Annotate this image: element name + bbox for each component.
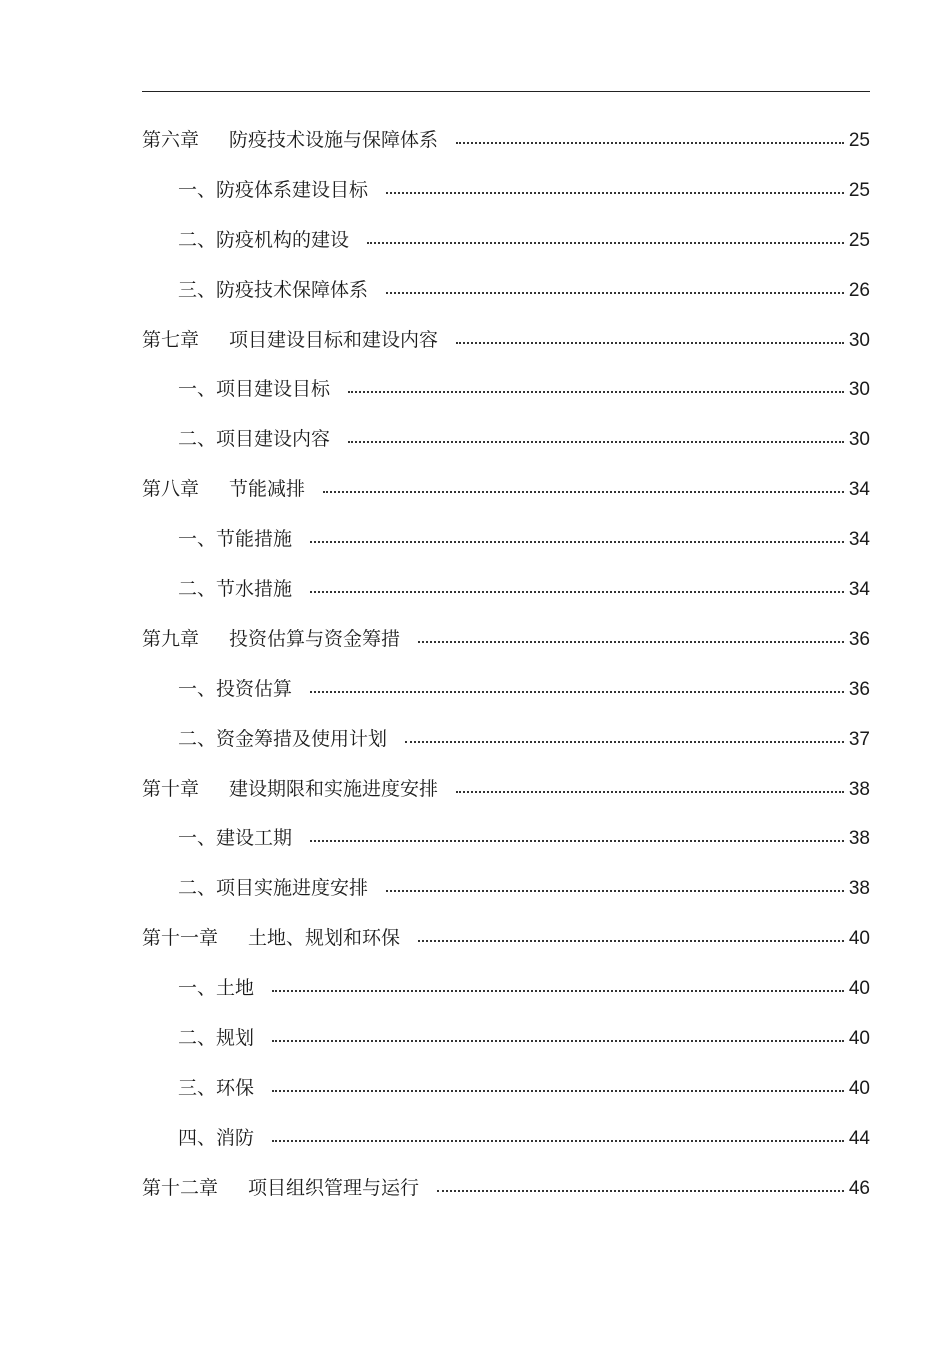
section-title: 二、资金筹措及使用计划 (178, 727, 388, 750)
toc-entry-label (142, 166, 368, 216)
dot-leader (456, 142, 844, 144)
dot-leader (437, 1190, 844, 1192)
toc-entry-label (142, 665, 292, 715)
dot-leader (310, 691, 844, 693)
toc-chapter-entry[interactable] (142, 914, 870, 964)
section-title: 一、土地 (178, 977, 255, 1000)
page-number: 34 (848, 529, 870, 551)
toc-entry-label (142, 266, 368, 316)
chapter-number: 第七章 (142, 328, 200, 351)
dot-leader (310, 591, 844, 593)
toc-entry-label (142, 316, 438, 366)
toc-section-entry[interactable] (142, 565, 870, 615)
section-title: 二、项目建设内容 (178, 428, 331, 451)
section-title: 二、规划 (178, 1027, 255, 1050)
toc-chapter-entry[interactable] (142, 615, 870, 665)
toc-chapter-entry[interactable] (142, 765, 870, 815)
toc-entry-label (142, 914, 400, 964)
chapter-title: 节能减排 (229, 478, 306, 501)
toc-entry-label (142, 814, 292, 864)
section-title: 三、环保 (178, 1076, 255, 1099)
toc-chapter-entry[interactable] (142, 465, 870, 515)
toc-section-entry[interactable] (142, 814, 870, 864)
page-number: 25 (848, 130, 870, 151)
chapter-title: 防疫技术设施与保障体系 (229, 129, 439, 151)
dot-leader (456, 342, 844, 344)
toc-entry-label (142, 1014, 254, 1064)
page-number: 36 (848, 678, 870, 700)
dot-leader (405, 741, 844, 743)
page-number: 40 (848, 978, 870, 1000)
table-of-contents (142, 116, 870, 1214)
dot-leader (386, 292, 844, 294)
toc-section-entry[interactable] (142, 266, 870, 316)
page-number: 34 (848, 579, 870, 601)
dot-leader (310, 840, 844, 842)
page-number: 38 (848, 778, 870, 800)
section-title: 一、建设工期 (178, 827, 293, 850)
chapter-title: 土地、规划和环保 (248, 927, 401, 950)
toc-entry-label (142, 565, 292, 615)
section-title: 一、投资估算 (178, 677, 293, 700)
dot-leader (386, 890, 844, 892)
page-number: 40 (848, 1077, 870, 1099)
page-number: 36 (848, 628, 870, 650)
toc-entry-label (142, 365, 330, 415)
toc-section-entry[interactable] (142, 216, 870, 266)
toc-chapter-entry[interactable] (142, 316, 870, 366)
dot-leader (418, 641, 844, 643)
header-rule (142, 91, 870, 92)
toc-section-entry[interactable] (142, 365, 870, 415)
toc-entry-label (142, 1114, 254, 1164)
dot-leader (272, 990, 844, 992)
page-number: 44 (848, 1127, 870, 1149)
page-number: 37 (848, 728, 870, 750)
toc-entry-label (142, 515, 292, 565)
dot-leader (348, 391, 844, 393)
dot-leader (272, 1040, 844, 1042)
toc-section-entry[interactable] (142, 665, 870, 715)
page-number: 38 (848, 828, 870, 850)
dot-leader (348, 441, 844, 443)
chapter-title: 项目组织管理与运行 (248, 1176, 420, 1199)
dot-leader (272, 1090, 844, 1092)
chapter-title: 项目建设目标和建设内容 (229, 328, 439, 351)
page-number: 40 (848, 928, 870, 950)
chapter-number: 第十章 (142, 777, 200, 800)
section-title: 二、项目实施进度安排 (178, 877, 369, 900)
toc-section-entry[interactable] (142, 1114, 870, 1164)
section-title: 三、防疫技术保障体系 (178, 278, 369, 301)
toc-entry-label (142, 1064, 254, 1114)
section-title: 二、防疫机构的建设 (178, 228, 350, 251)
toc-section-entry[interactable] (142, 515, 870, 565)
section-title: 一、节能措施 (178, 528, 293, 551)
toc-entry-label (142, 615, 400, 665)
dot-leader (418, 940, 844, 942)
toc-section-entry[interactable] (142, 1014, 870, 1064)
toc-entry-label (142, 465, 305, 515)
chapter-number: 第十二章 (142, 1176, 219, 1199)
section-title: 一、项目建设目标 (178, 378, 331, 401)
page-number: 38 (848, 878, 870, 900)
toc-entry-label (142, 415, 330, 465)
toc-entry-label (142, 964, 254, 1014)
toc-chapter-entry[interactable] (142, 116, 870, 166)
chapter-title: 建设期限和实施进度安排 (229, 777, 439, 800)
chapter-number: 第十一章 (142, 927, 219, 950)
toc-section-entry[interactable] (142, 1064, 870, 1114)
dot-leader (272, 1140, 844, 1142)
chapter-title: 投资估算与资金筹措 (229, 627, 401, 650)
toc-chapter-entry[interactable] (142, 1164, 870, 1214)
toc-entry-label (142, 864, 368, 914)
toc-section-entry[interactable] (142, 964, 870, 1014)
page-number: 34 (848, 479, 870, 501)
page-number: 30 (848, 329, 870, 351)
section-title: 二、节水措施 (178, 578, 293, 601)
page-number: 40 (848, 1028, 870, 1050)
toc-section-entry[interactable] (142, 864, 870, 914)
toc-entry-label (142, 1164, 419, 1214)
page-number: 30 (848, 379, 870, 401)
chapter-number: 第六章 (142, 129, 200, 151)
toc-section-entry[interactable] (142, 415, 870, 465)
dot-leader (323, 491, 844, 493)
page-number: 46 (848, 1177, 870, 1199)
toc-section-entry[interactable] (142, 166, 870, 216)
toc-entry-label (142, 116, 438, 166)
dot-leader (386, 192, 844, 194)
chapter-number: 第九章 (142, 627, 200, 650)
page-number: 25 (848, 229, 870, 251)
section-title: 四、消防 (178, 1126, 255, 1149)
page-number: 30 (848, 429, 870, 451)
toc-entry-label (142, 216, 349, 266)
page-number: 25 (848, 179, 870, 201)
toc-entry-label (142, 765, 438, 815)
dot-leader (310, 541, 844, 543)
page-number: 26 (848, 279, 870, 301)
toc-section-entry[interactable] (142, 715, 870, 765)
dot-leader (367, 242, 844, 244)
section-title: 一、防疫体系建设目标 (178, 178, 369, 201)
dot-leader (456, 791, 844, 793)
toc-entry-label (142, 715, 387, 765)
chapter-number: 第八章 (142, 478, 200, 501)
